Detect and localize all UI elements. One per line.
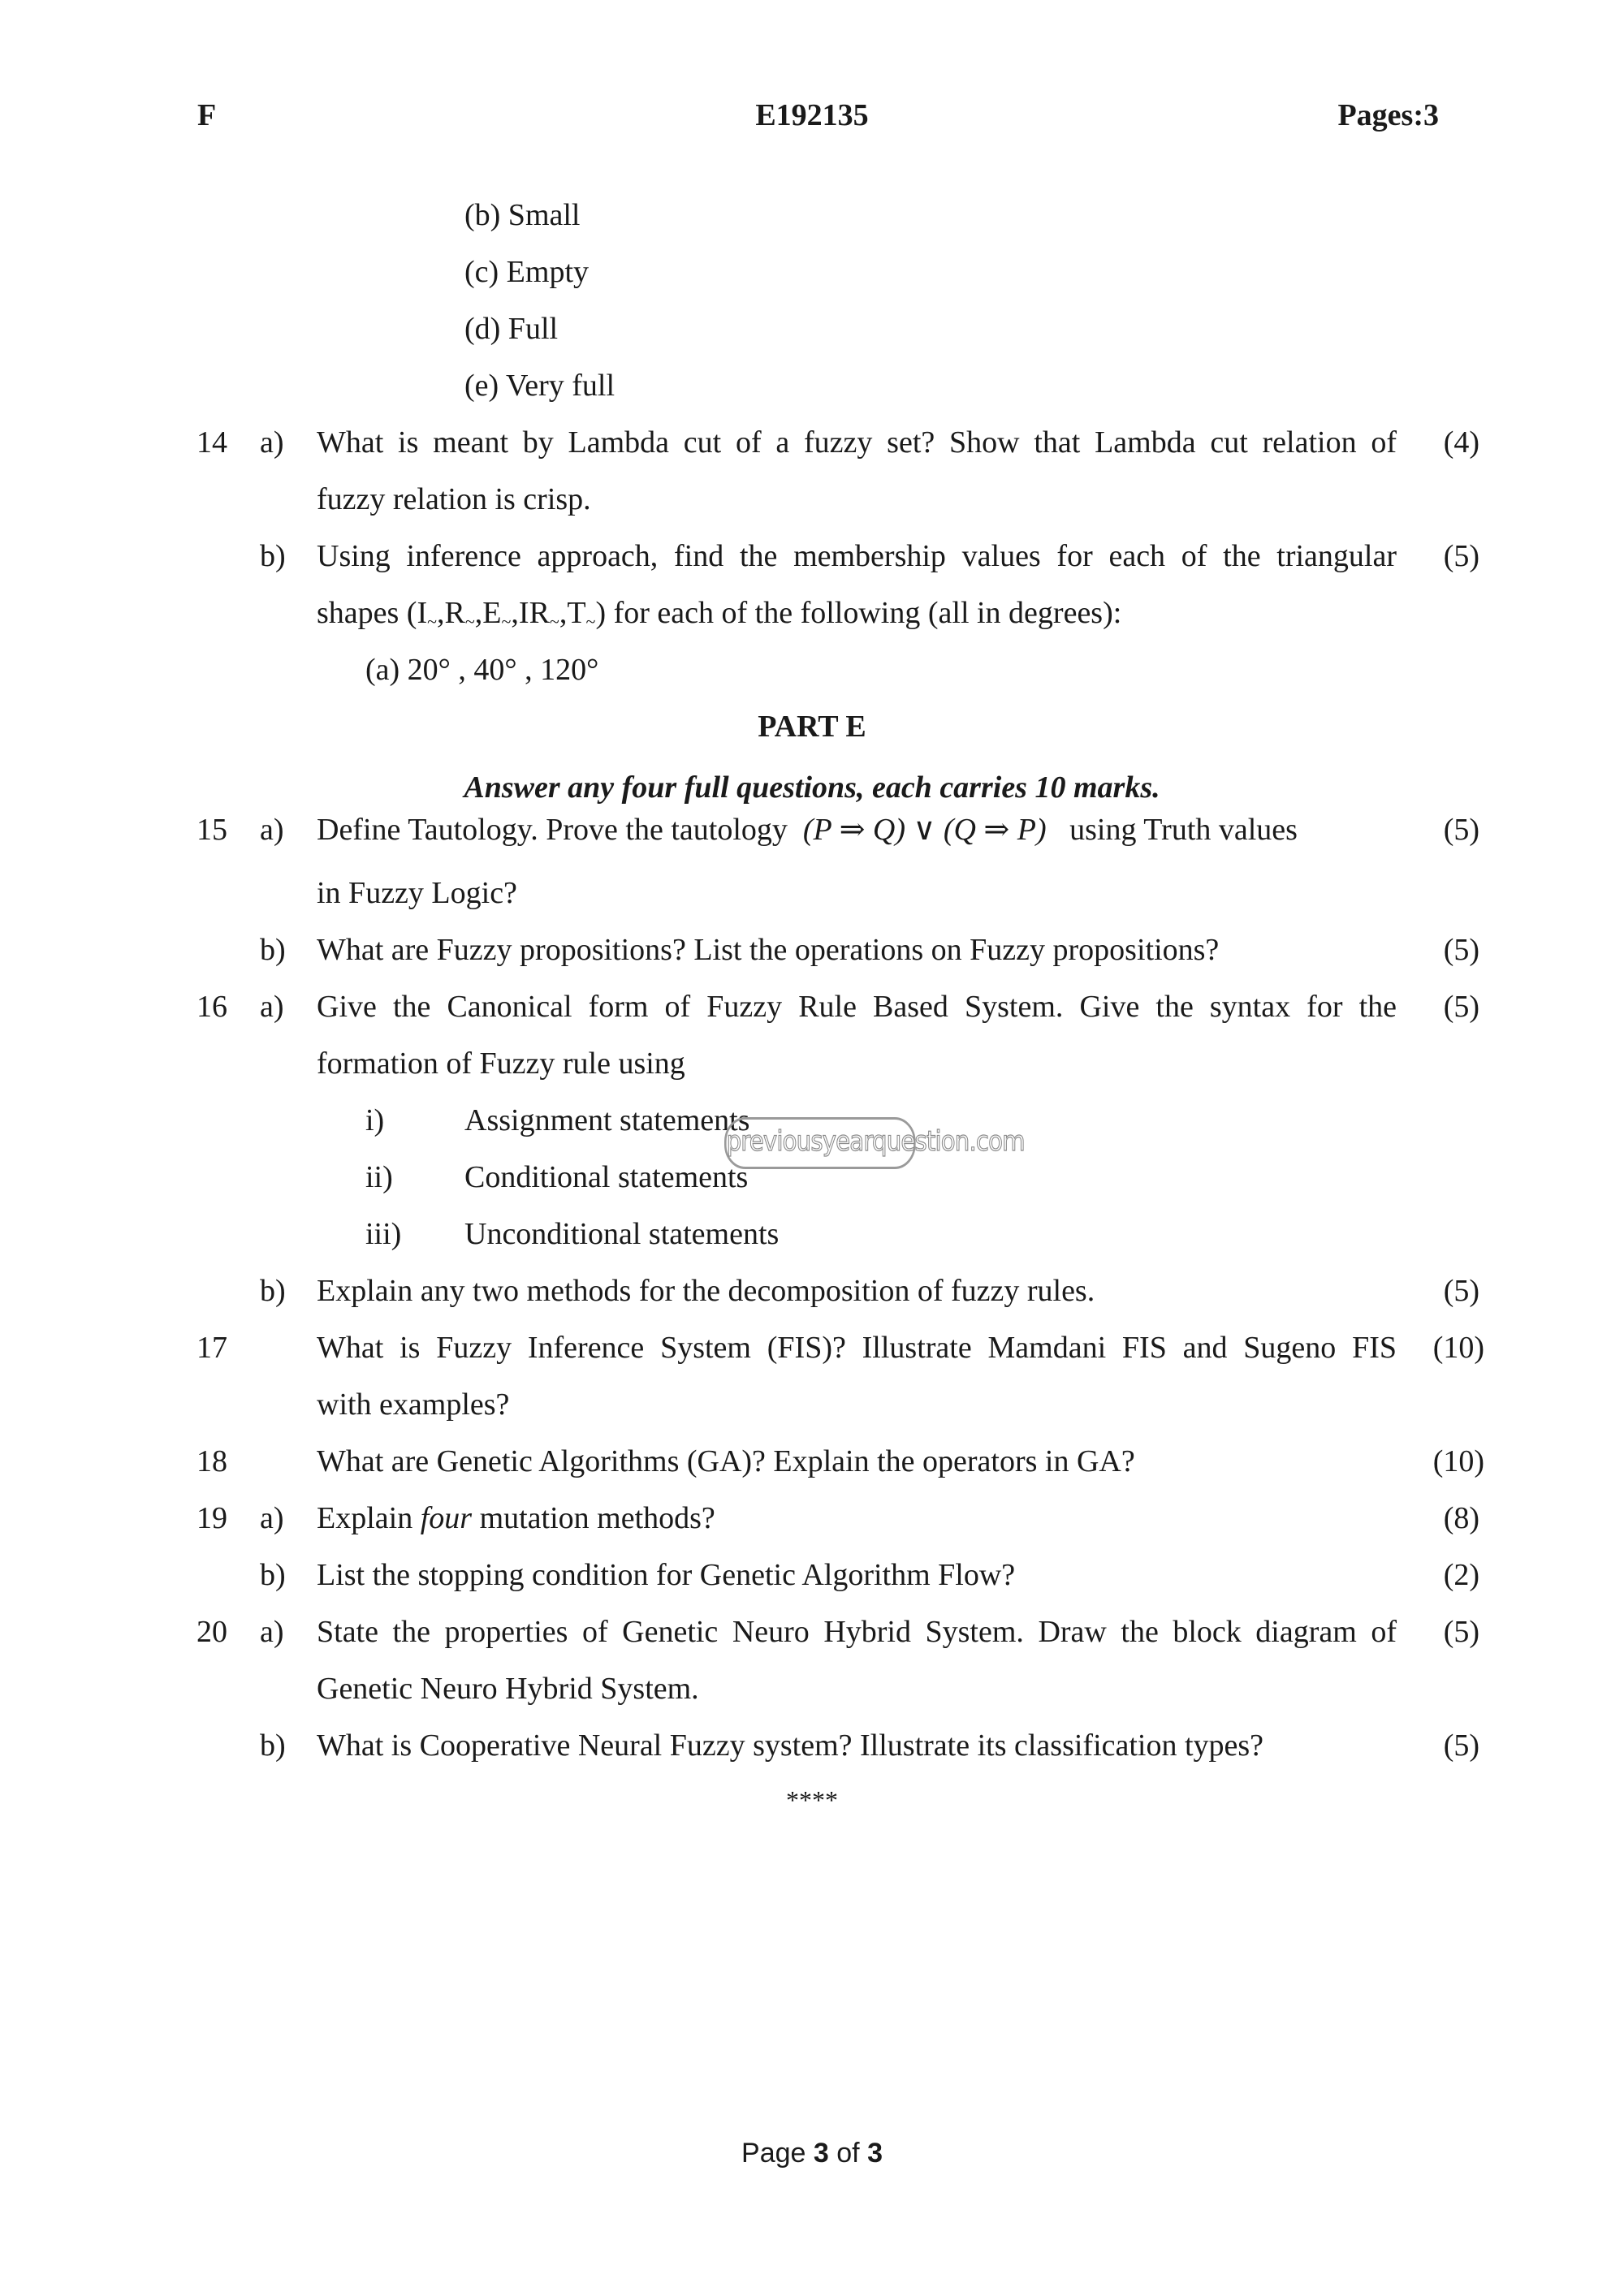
- marks: (2): [1443, 1558, 1479, 1592]
- marks: (5): [1443, 990, 1479, 1024]
- sub-label: b): [260, 1558, 286, 1592]
- question-number: 20: [197, 1615, 227, 1649]
- question-text: What are Fuzzy propositions? List the operations on Fuzzy propositions?: [317, 933, 1220, 967]
- question-text: Genetic Neuro Hybrid System.: [317, 1672, 699, 1706]
- part-instruction: Answer any four full questions, each carries 10 marks.: [464, 770, 1160, 805]
- question-text: Using inference approach, find the membership values for each of the triangular: [317, 539, 1397, 573]
- question-number: 15: [197, 813, 227, 847]
- list-item: Unconditional statements: [464, 1217, 780, 1251]
- marks: (5): [1443, 1615, 1479, 1649]
- question-text: Explain four mutation methods?: [317, 1501, 715, 1535]
- question-text: What is meant by Lambda cut of a fuzzy set? Show that Lambda cut relation of: [317, 425, 1397, 460]
- page-footer: Page 3 of 3: [741, 2138, 883, 2169]
- option-e: (e) Very full: [464, 369, 615, 403]
- list-item-number: i): [365, 1103, 385, 1137]
- option-c: (c) Empty: [464, 255, 590, 289]
- marks: (5): [1443, 539, 1479, 573]
- tautology-formula: (P ⇒ Q) ∨ (Q ⇒ P): [802, 813, 1047, 847]
- header-page-count: Pages:3: [1337, 98, 1439, 132]
- list-item-number: iii): [365, 1217, 402, 1251]
- question-text: What is Fuzzy Inference System (FIS)? Illustrate Mamdani FIS and Sugeno FIS: [317, 1331, 1397, 1365]
- question-text-shapes: shapes (I~,R~,E~,IR~,T~) for each of the following (all in degrees):: [317, 596, 1122, 632]
- list-item-number: ii): [365, 1160, 393, 1194]
- question-text: in Fuzzy Logic?: [317, 876, 517, 910]
- sub-label: b): [260, 1728, 286, 1763]
- sub-label: b): [260, 1274, 286, 1308]
- marks: (5): [1443, 933, 1479, 967]
- marks: (5): [1443, 813, 1479, 847]
- marks: (4): [1443, 425, 1479, 460]
- sub-label: a): [260, 813, 284, 847]
- question-number: 16: [197, 990, 227, 1024]
- list-item: Conditional statements: [464, 1160, 749, 1194]
- sub-question-a: (a) 20° , 40° , 120°: [365, 653, 599, 687]
- sub-label: a): [260, 1501, 284, 1535]
- sub-label: a): [260, 1615, 284, 1649]
- end-mark: ****: [786, 1785, 838, 1815]
- header-paper-code: E192135: [755, 98, 869, 132]
- marks: (8): [1443, 1501, 1479, 1535]
- marks: (10): [1432, 1331, 1484, 1365]
- sub-label: b): [260, 539, 286, 573]
- question-number: 18: [197, 1444, 227, 1478]
- header-set-letter: F: [197, 98, 217, 132]
- sub-label: a): [260, 425, 284, 460]
- option-d: (d) Full: [464, 312, 559, 346]
- question-text: State the properties of Genetic Neuro Hybrid System. Draw the block diagram of: [317, 1615, 1397, 1649]
- question-number: 17: [197, 1331, 227, 1365]
- marks: (5): [1443, 1274, 1479, 1308]
- list-item: Assignment statements: [464, 1103, 750, 1137]
- question-text: List the stopping condition for Genetic Algorithm Flow?: [317, 1558, 1016, 1592]
- marks: (5): [1443, 1728, 1479, 1763]
- question-text: What are Genetic Algorithms (GA)? Explain the operators in GA?: [317, 1444, 1135, 1478]
- question-number: 19: [197, 1501, 227, 1535]
- marks: (10): [1432, 1444, 1484, 1478]
- question-text: with examples?: [317, 1388, 510, 1422]
- sub-label: b): [260, 933, 286, 967]
- watermark-logo: previousyearquestion.com: [724, 1117, 916, 1169]
- part-title: PART E: [758, 710, 866, 744]
- question-text: fuzzy relation is crisp.: [317, 482, 591, 516]
- question-text: What is Cooperative Neural Fuzzy system? Illustrate its classification types?: [317, 1728, 1264, 1763]
- question-text: Give the Canonical form of Fuzzy Rule Based System. Give the syntax for the: [317, 990, 1397, 1024]
- question-text: Explain any two methods for the decomposition of fuzzy rules.: [317, 1274, 1095, 1308]
- question-text: Define Tautology. Prove the tautology (P ⇒ Q) ∨ (Q ⇒ P) using Truth values: [317, 813, 1298, 847]
- question-text: formation of Fuzzy rule using: [317, 1047, 685, 1081]
- question-number: 14: [197, 425, 227, 460]
- sub-label: a): [260, 990, 284, 1024]
- option-b: (b) Small: [464, 198, 581, 232]
